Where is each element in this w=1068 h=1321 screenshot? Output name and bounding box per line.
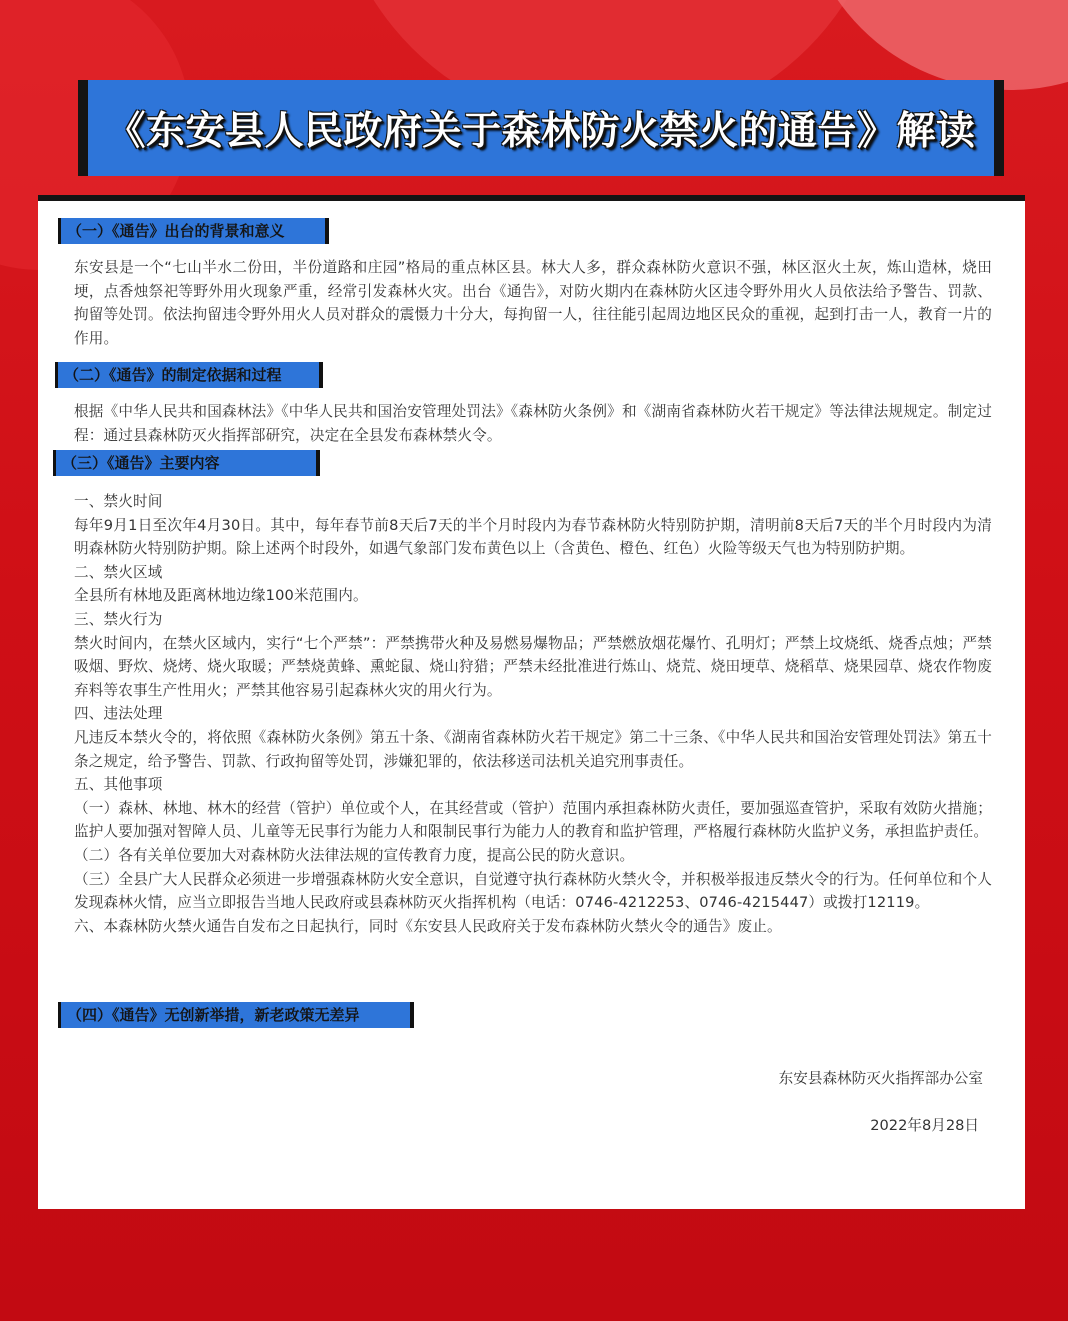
fire-ban-area-heading: 二、禁火区域 bbox=[74, 563, 163, 581]
fire-ban-period-heading: 一、禁火时间 bbox=[74, 493, 163, 510]
fire-ban-period-text: 每年9月1日至次年4月30日。其中，每年春节前8天后7天的半个月时段内为春节森林防火特别防护期，清明前8天后7天的半个月时段内为清明森林防火特别防护期。除上述两个时段外，如遇气象部门发布黄色以上（含黄色、橙色、红色）火险等级天气也为特别防护期。 bbox=[74, 516, 992, 558]
content-panel bbox=[38, 201, 1025, 1209]
section-2-paragraph: 根据《中华人民共和国森林法》《中华人民共和国治安管理处罚法》《森林防火条例》和《湖南省森林防火若干规定》等法律法规规定。制定过程：通过县森林防灭火指挥部研究，决定在全县发布森林禁火令。 bbox=[74, 403, 992, 444]
other-matters-item-1: （一）森林、林地、林木的经营（管护）单位或个人，在其经营或（管护）范围内承担森林防火责任，要加强巡查管护，采取有效防火措施；监护人要加强对智障人员、儿童等无民事行为能力人和限制民事行为能力人的教育和监护管理，严格履行森林防火监护义务，承担监护责任。 bbox=[74, 799, 992, 841]
title-banner bbox=[78, 80, 1004, 176]
section-3-heading: （三）《通告》主要内容 bbox=[53, 450, 320, 476]
violation-text: 凡违反本禁火令的，将依照《森林防火条例》第五十条、《湖南省森林防火若干规定》第二十三条、《中华人民共和国治安管理处罚法》第五十条之规定，给予警告、罚款、行政拘留等处罚，涉嫌犯罪的，依法移送司法机关追究刑事责任。 bbox=[74, 728, 992, 770]
section-2-heading: （二）《通告》的制定依据和过程 bbox=[55, 362, 323, 388]
issue-date: 2022年8月28日 bbox=[870, 1117, 979, 1134]
fire-ban-behavior-text: 禁火时间内，在禁火区域内，实行“七个严禁”：严禁携带火种及易燃易爆物品；严禁燃放烟花爆竹、孔明灯；严禁上坟烧纸、烧香点烛；严禁吸烟、野炊、烧烤、烧火取暖；严禁烧黄蜂、熏蛇鼠、烧山狩猎；严禁未经批准进行炼山、烧荒、烧田埂草、烧稻草、烧果园草、烧农作物废弃料等农事生产性用火；严禁其他容易引起森林火灾的用火行为。 bbox=[74, 634, 992, 699]
section-4-heading: （四）《通告》无创新举措，新老政策无差异 bbox=[58, 1002, 414, 1028]
section-3-content bbox=[74, 490, 992, 938]
issuing-organization: 东安县森林防灭火指挥部办公室 bbox=[778, 1070, 983, 1087]
other-matters-item-2: （二）各有关单位要加大对森林防火法律法规的宣传教育力度，提高公民的防火意识。 bbox=[74, 846, 635, 864]
other-matters-heading: 五、其他事项 bbox=[74, 776, 163, 794]
other-matters-item-3: （三）全县广大人民群众必须进一步增强森林防火安全意识，自觉遵守执行森林防火禁火令，并积极举报违反禁火令的行为。任何单位和个人发现森林火情，应当立即报告当地人民政府或县森林防灭火指挥机构（电话：0746-4212253、0746-4215447）或拨打12119。 bbox=[74, 870, 992, 912]
page-title: 《东安县人民政府关于森林防火禁火的通告》解读 bbox=[106, 109, 976, 154]
fire-ban-area-text: 全县所有林地及距离林地边缘100米范围内。 bbox=[74, 587, 368, 605]
section-1-paragraph: 东安县是一个“七山半水二份田，半份道路和庄园”格局的重点林区县。林大人多，群众森林防火意识不强，林区沤火土灰，炼山造林，烧田埂，点香烛祭祀等野外用火现象严重，经常引发森林火灾。出台《通告》，对防火期内在森林防火区违令野外用火人员依法给予警告、罚款、拘留等处罚。依法拘留违令野外用火人员对群众的震慑力十分大，每拘留一人，往往能引起周边地区民众的重视，起到打击一人，教育一片的作用。 bbox=[74, 259, 992, 347]
section-1-heading: （一）《通告》出台的背景和意义 bbox=[58, 218, 329, 244]
violation-heading: 四、违法处理 bbox=[74, 705, 163, 723]
effective-date-clause: 六、本森林防火禁火通告自发布之日起执行，同时《东安县人民政府关于发布森林防火禁火令的通告》废止。 bbox=[74, 917, 782, 935]
fire-ban-behavior-heading: 三、禁火行为 bbox=[74, 610, 163, 628]
